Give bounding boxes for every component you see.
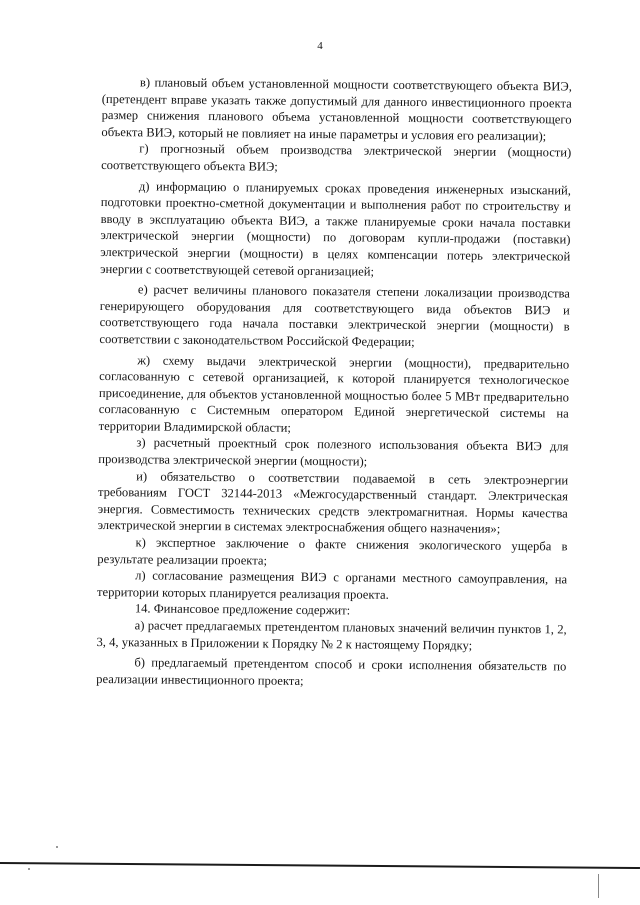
scan-edge-mark [598,874,599,898]
paragraph-a-calculation: а) расчет предлагаемых претендентом плановых значений величин пунктов 1, 2, 3, 4, указанных в Приложении к Порядку № 2 к настоящему Порядку; [96,618,567,653]
paragraph-e-localization: е) расчет величины планового показателя степени локализации производства генерирующего оборудования для соответствующего вида объектов ВИЭ и соответствующего года начала поставки электрической энергии (мощности) в соответствии с законодательством Российской Федерации; [99,282,570,349]
paragraph-v-installed-capacity: в) плановый объем установленной мощности соответствующего объекта ВИЭ, (претендент вправе указать также допустимый для данного инвестиционного проекта размер снижения планового объема установленной мощности соответствующего объекта ВИЭ, который не повлияет на иные параметры и условия его реализации); [101,75,572,144]
scan-speck [28,868,30,870]
scan-speck [56,846,58,848]
paragraph-l-local-approval: л) согласование размещения ВИЭ с органами местного самоуправления, на территории которых планируется реализация проекта. [96,568,568,602]
paragraph-14-financial-offer: 14. Финансовое предложение содержит: [134,601,351,618]
paragraph-zh-power-scheme: ж) схему выдачи электрической энергии (мощности), предварительно согласованную с сетевой организацией, к которой планируется технологическое присоединение, для объектов установленной мощностью более 5 МВт предварительно согласованную с Системным оператором Единой энергетической системы на территории Владимирской области; [98,352,570,435]
paragraph-i-gost-compliance: и) обязательство о соответствии подаваемой в сеть электроэнергии требованиям ГОСТ 32144-2013 «Межгосударственный стандарт. Электрическая энергия. Совместимость технических средств электромагнитная. Нормы качества электрической энергии в системах электроснабжения общего назначения»; [97,469,569,537]
paragraph-b-method-and-terms: б) предлагаемый претендентом способ и сроки исполнения обязательств по реализации инвестиционного проекта; [96,655,567,688]
paragraph-d-planned-schedule: д) информацию о планируемых сроках проведения инженерных изысканий, подготовки проектно-сметной документации и выполнения работ по строительству и вводу в эксплуатацию объекта ВИЭ, а также планируемые сроки начала поставки электрической энергии (мощности) по договорам купли-продажи (поставки) электрической энергии (мощности) в целях компенсации потерь электрической энергии с соответствующей сетевой организацией; [100,178,571,279]
paragraph-k-expert-conclusion: к) экспертное заключение о факте снижения экологического ущерба в результате реализации проекта; [97,535,568,568]
page-number: 4 [317,40,323,52]
paragraph-z-service-life: з) расчетный проектный срок полезного использования объекта ВИЭ для производства электрической энергии (мощности); [98,435,569,469]
document-body [96,74,572,692]
paragraph-g-forecast-volume: г) прогнозный объем производства электрической энергии (мощности) соответствующего объекта ВИЭ; [101,141,572,174]
bottom-scan-rule [0,862,640,869]
